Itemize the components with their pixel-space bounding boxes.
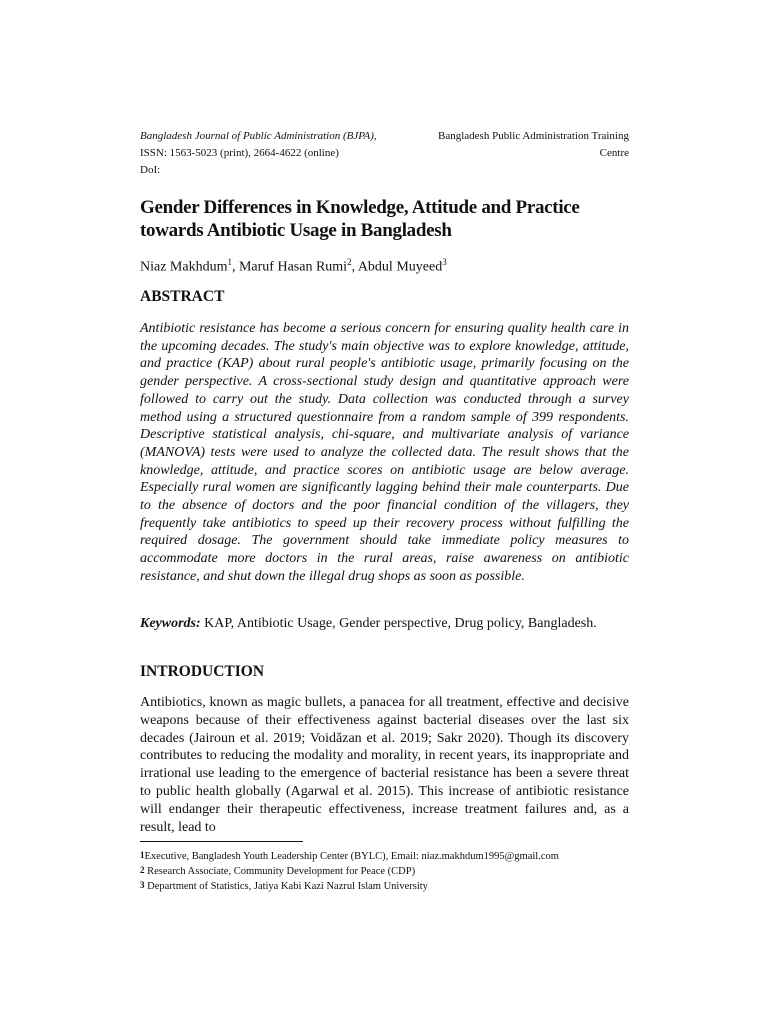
author-name: Niaz Makhdum: [140, 259, 228, 275]
introduction-text: Antibiotics, known as magic bullets, a panacea for all treatment, effective and decisive weapons because of their effectiveness against bacterial diseases over the last six decades (Jairoun et al. 2019; Voidăzan et al. 2019; Sakr 2020). Though its discovery contributes to reducing the modality and morality, in recent years, its inappropriate and irrational use leading to the emergence of bacterial resistance has been a severe threat to public health globally (Agarwal et al. 2015). This increase of antibiotic resistance will endanger their therapeutic effectiveness, increase treatment failures and, as a result, lead to: [140, 695, 629, 835]
keywords-label: Keywords:: [140, 616, 201, 631]
journal-name: Bangladesh Journal of Public Administration (BJPA),: [140, 130, 377, 142]
author-separator: ,: [351, 259, 358, 275]
issn-line: ISSN: 1563-5023 (print), 2664-4622 (online): [140, 147, 339, 159]
footnote: [140, 849, 629, 864]
journal-info: [140, 128, 420, 179]
author-affiliation-mark: 1: [227, 257, 232, 267]
footnote-text: Executive, Bangladesh Youth Leadership Center (BYLC), Email: niaz.makhdum1995@gmail.com: [144, 851, 559, 862]
keywords-text: KAP, Antibiotic Usage, Gender perspective, Drug policy, Bangladesh.: [200, 616, 597, 631]
footnote-text: Department of Statistics, Jatiya Kabi Kazi Nazrul Islam University: [144, 881, 428, 892]
footnote-text: Research Associate, Community Development for Peace (CDP): [144, 866, 416, 877]
publisher-line-2: Centre: [599, 147, 629, 159]
author-affiliation-mark: 2: [347, 257, 352, 267]
footnote-mark: 2: [140, 865, 145, 875]
paper-title: Gender Differences in Knowledge, Attitude and Practice towards Antibiotic Usage in Bangladesh: [140, 197, 580, 241]
footnote-mark: 1: [140, 850, 145, 860]
abstract-heading: ABSTRACT: [140, 288, 225, 305]
author-separator: ,: [231, 259, 239, 275]
author-name: Abdul Muyeed: [357, 259, 443, 275]
footnote-divider: [140, 841, 303, 842]
abstract-text: Antibiotic resistance has become a serious concern for ensuring quality health care in the upcoming decades. The study's main objective was to explore knowledge, attitude, and practice (KAP) about rural people's antibiotic usage, primarily focusing on the gender perspective. A cross-sectional study design and quantitative approach were followed to carry out the study. Data collection was conducted through a survey method using a structured questionnaire from a random sample of 399 respondents. Descriptive statistical analysis, chi-square, and multivariate analysis of variance (MANOVA) tests were used to analyze the collected data. The result shows that the knowledge, attitude, and practice scores on antibiotic usage are below average. Especially rural women are significantly lagging behind their male counterparts. Due to the absence of doctors and the poor financial condition of the villagers, they frequently take antibiotics to speed up their recovery process without fulfilling the required dosage. The government should take immediate policy measures to accommodate more doctors in the rural areas, raise awareness on antibiotic resistance, and shut down the illegal drug shops as soon as possible.: [140, 321, 629, 584]
introduction-heading: INTRODUCTION: [140, 663, 265, 680]
footnote-mark: 3: [140, 880, 145, 890]
footnotes: [140, 849, 629, 894]
author-name: Maruf Hasan Rumi: [238, 259, 348, 275]
publisher-line-1: Bangladesh Public Administration Training: [438, 130, 629, 142]
author-list: [140, 257, 629, 276]
doi-line: DoI:: [140, 164, 161, 176]
footnote: [140, 864, 629, 879]
footnote: [140, 879, 629, 894]
author-affiliation-mark: 3: [442, 257, 447, 267]
publisher-info: [414, 128, 629, 162]
keywords: [140, 615, 629, 633]
